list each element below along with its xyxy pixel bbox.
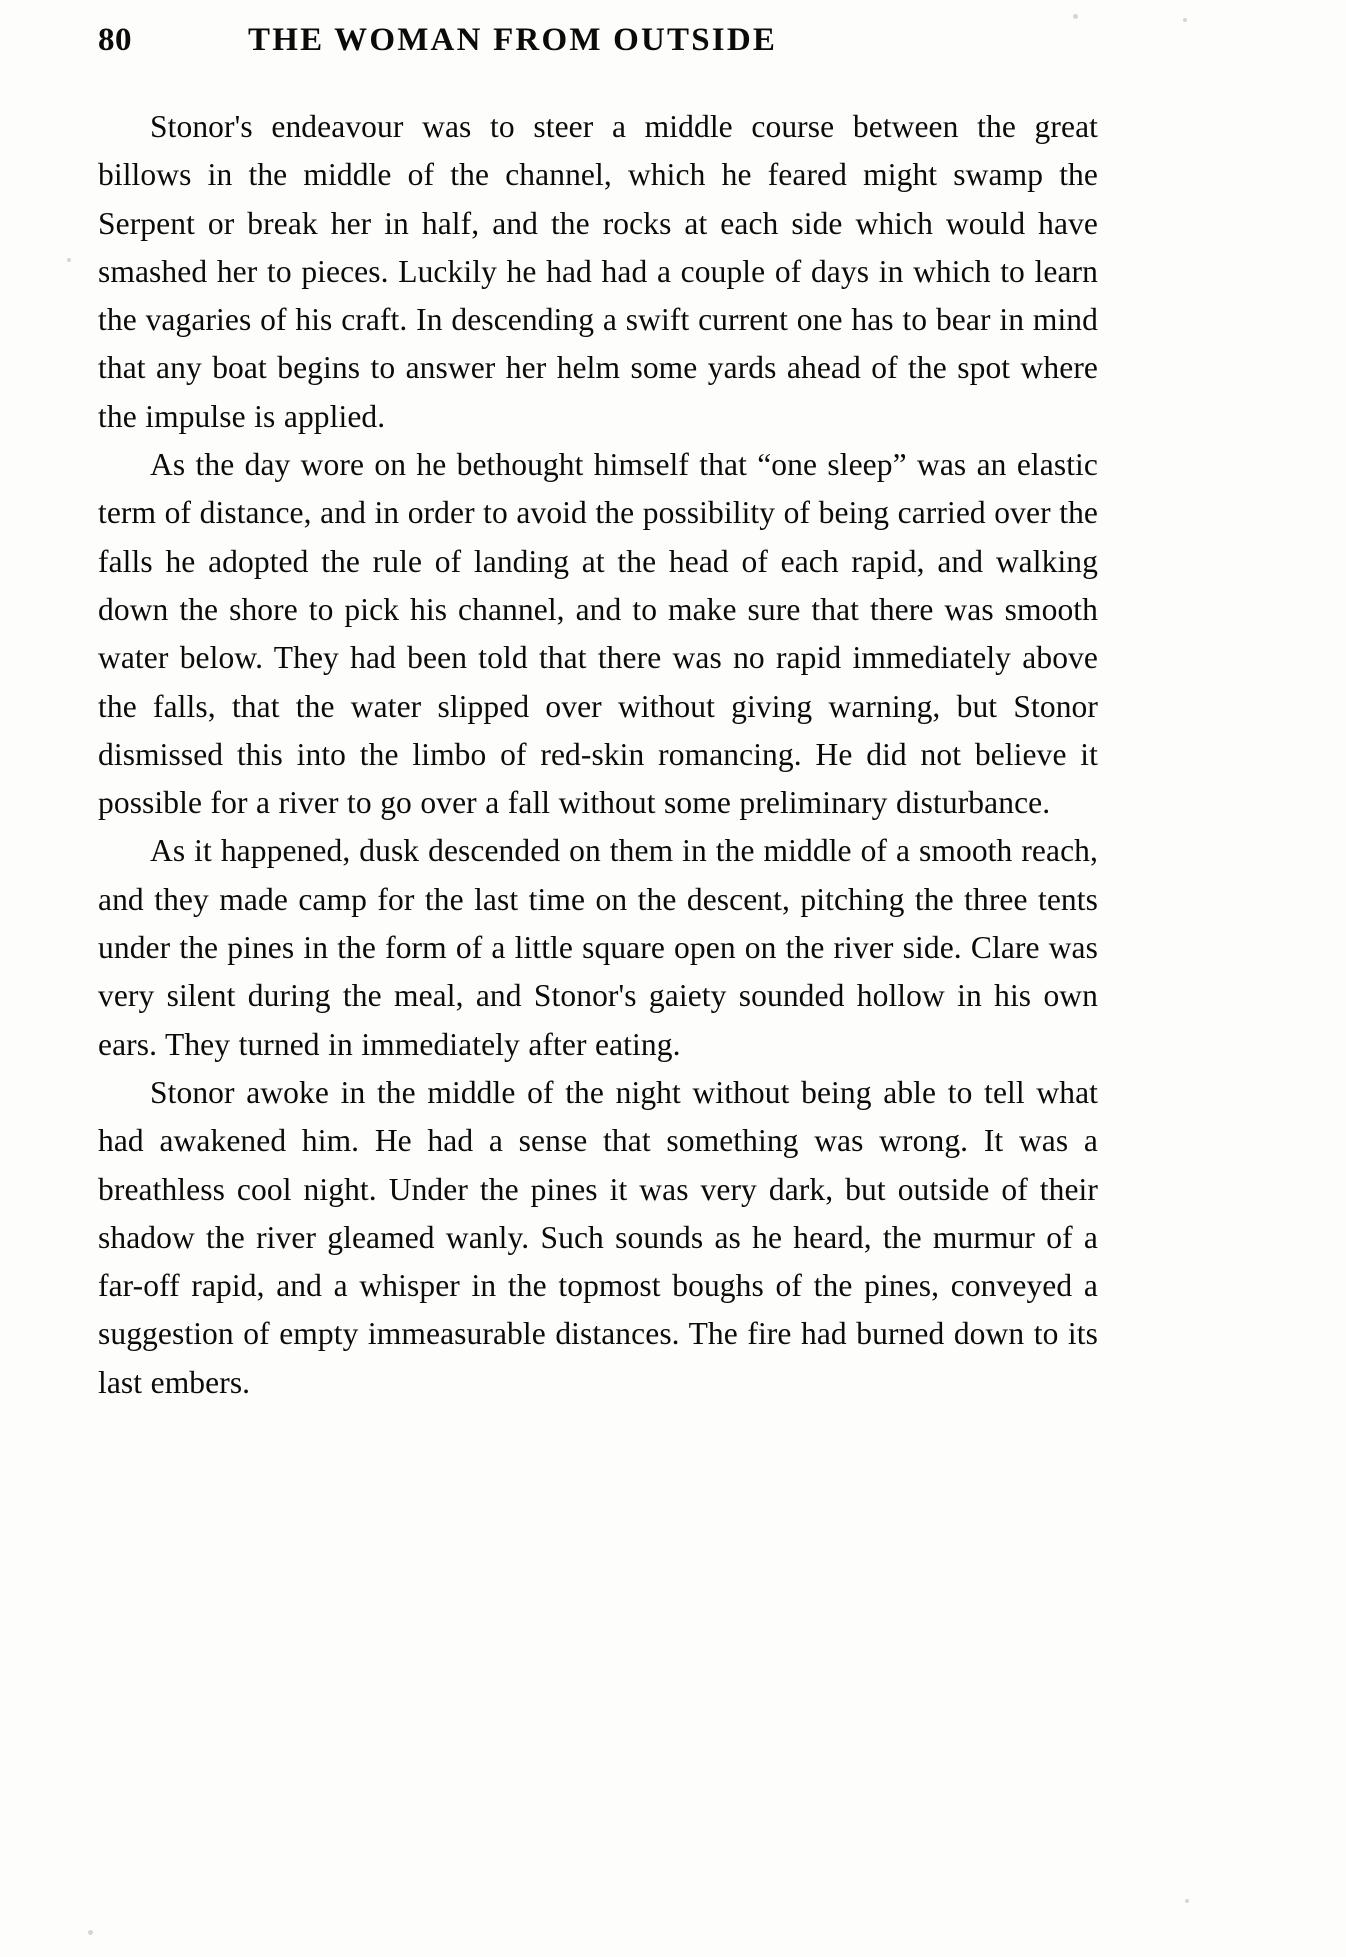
running-title: THE WOMAN FROM OUTSIDE	[248, 22, 778, 58]
paragraph: As it happened, dusk descended on them in the middle of a smooth reach, and they made camp for the last time on the descent, pitching the three tents under the pines in the form of a little square open on the river side. Clare was very silent during the meal, and Stonor's gaiety sounded hollow in his own ears. They turned in immediately after eating.	[98, 833, 1098, 1062]
body-text	[98, 103, 1098, 1407]
scan-speckle	[1183, 18, 1187, 22]
page-content	[96, 22, 1176, 1407]
paragraph: Stonor's endeavour was to steer a middle course between the great billows in the middle of the channel, which he feared might swamp the Serpent or break her in half, and the rocks at each side which would have smashed her to pieces. Luckily he had had a couple of days in which to learn the vagaries of his craft. In descending a swift current one has to bear in mind that any boat begins to answer her helm some yards ahead of the spot where the impulse is applied.	[98, 109, 1098, 434]
page-header	[96, 22, 1176, 59]
scan-speckle	[88, 1930, 93, 1935]
scan-speckle	[67, 258, 71, 262]
page-number: 80	[98, 22, 132, 58]
paragraph: As the day wore on he bethought himself that “one sleep” was an elastic term of distance, and in order to avoid the possibility of being carried over the falls he adopted the rule of landing at the head of each rapid, and walking down the shore to pick his channel, and to make sure that there was smooth water below. They had been told that there was no rapid immediately above the falls, that the water slipped over without giving warning, but Stonor dismissed this into the limbo of red-skin romancing. He did not believe it possible for a river to go over a fall without some preliminary disturbance.	[98, 447, 1098, 821]
scan-speckle	[1185, 1899, 1189, 1903]
scan-speckle	[1073, 14, 1078, 19]
paragraph: Stonor awoke in the middle of the night without being able to tell what had awakened him. He had a sense that something was wrong. It was a breathless cool night. Under the pines it was very dark, but outside of their shadow the river gleamed wanly. Such sounds as he heard, the murmur of a far-off rapid, and a whisper in the topmost boughs of the pines, conveyed a suggestion of empty immeasurable distances. The fire had burned down to its last embers.	[98, 1074, 1098, 1400]
